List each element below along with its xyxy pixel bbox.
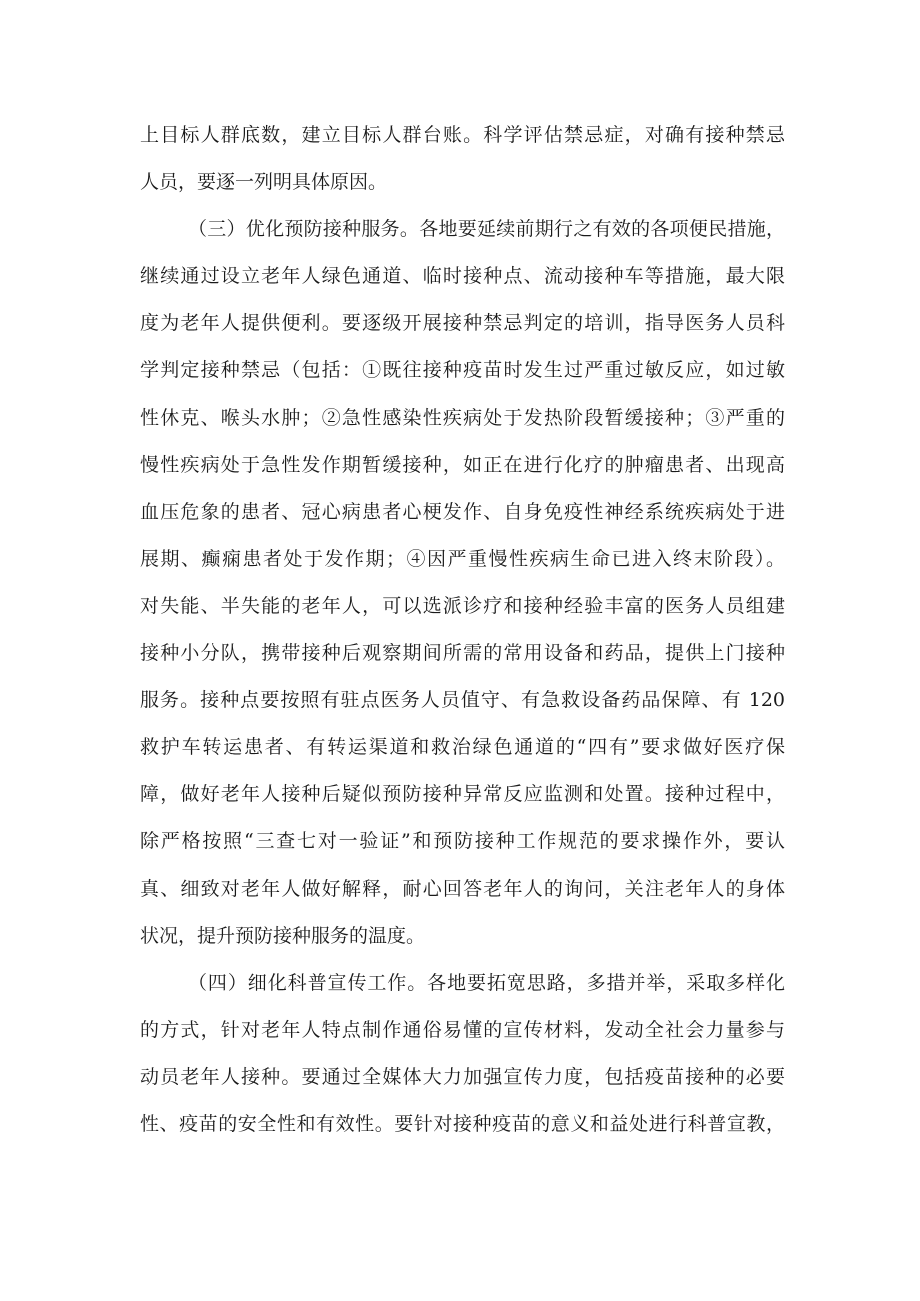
- text-line: 学判定接种禁忌（包括：①既往接种疫苗时发生过严重过敏反应，如过敏: [140, 359, 785, 382]
- body-text: [140, 112, 785, 1148]
- text-line: 慢性疾病处于急性发作期暂缓接种，如正在进行化疗的肿瘤患者、出现高: [140, 453, 785, 476]
- text-line: 性休克、喉头水肿；②急性感染性疾病处于发热阶段暂缓接种；③严重的: [140, 406, 785, 429]
- text-line: 动员老年人接种。要通过全媒体大力加强宣传力度，包括疫苗接种的必要: [140, 1065, 785, 1088]
- text-line: 上目标人群底数，建立目标人群台账。科学评估禁忌症，对确有接种禁忌: [140, 124, 785, 146]
- section-heading-line: （三）优化预防接种服务。各地要延续前期行之有效的各项便民措施，: [188, 218, 785, 241]
- text-line: 救护车转运患者、有转运渠道和救治绿色通道的“四有”要求做好医疗保: [140, 736, 785, 759]
- text-line: 状况，提升预防接种服务的温度。: [140, 924, 426, 947]
- text-line: 对失能、半失能的老年人，可以选派诊疗和接种经验丰富的医务人员组建: [140, 594, 785, 617]
- text-line: 的方式，针对老年人特点制作通俗易懂的宣传材料，发动全社会力量参与: [140, 1018, 785, 1041]
- text-line: 展期、癫痫患者处于发作期；④因严重慢性疾病生命已进入终末阶段）。: [140, 547, 785, 570]
- text-line: 血压危象的患者、冠心病患者心梗发作、自身免疫性神经系统疾病处于进: [140, 500, 785, 523]
- text-line: 人员，要逐一列明具体原因。: [140, 171, 388, 194]
- text-line: 性、疫苗的安全性和有效性。要针对接种疫苗的意义和益处进行科普宣教，: [140, 1112, 785, 1135]
- text-line: 除严格按照“三查七对一验证”和预防接种工作规范的要求操作外，要认: [140, 830, 785, 853]
- text-line: 继续通过设立老年人绿色通道、临时接种点、流动接种车等措施，最大限: [140, 265, 785, 288]
- section-heading-line: （四）细化科普宣传工作。各地要拓宽思路，多措并举，采取多样化: [188, 971, 785, 994]
- text-line: 真、细致对老年人做好解释，耐心回答老年人的询问，关注老年人的身体: [140, 877, 785, 900]
- text-line: 服务。接种点要按照有驻点医务人员值守、有急救设备药品保障、有 120: [140, 689, 785, 712]
- text-line: 接种小分队，携带接种后观察期间所需的常用设备和药品，提供上门接种: [140, 642, 785, 665]
- text-line: 度为老年人提供便利。要逐级开展接种禁忌判定的培训，指导医务人员科: [140, 312, 785, 335]
- text-line: 障，做好老年人接种后疑似预防接种异常反应监测和处置。接种过程中，: [140, 783, 785, 806]
